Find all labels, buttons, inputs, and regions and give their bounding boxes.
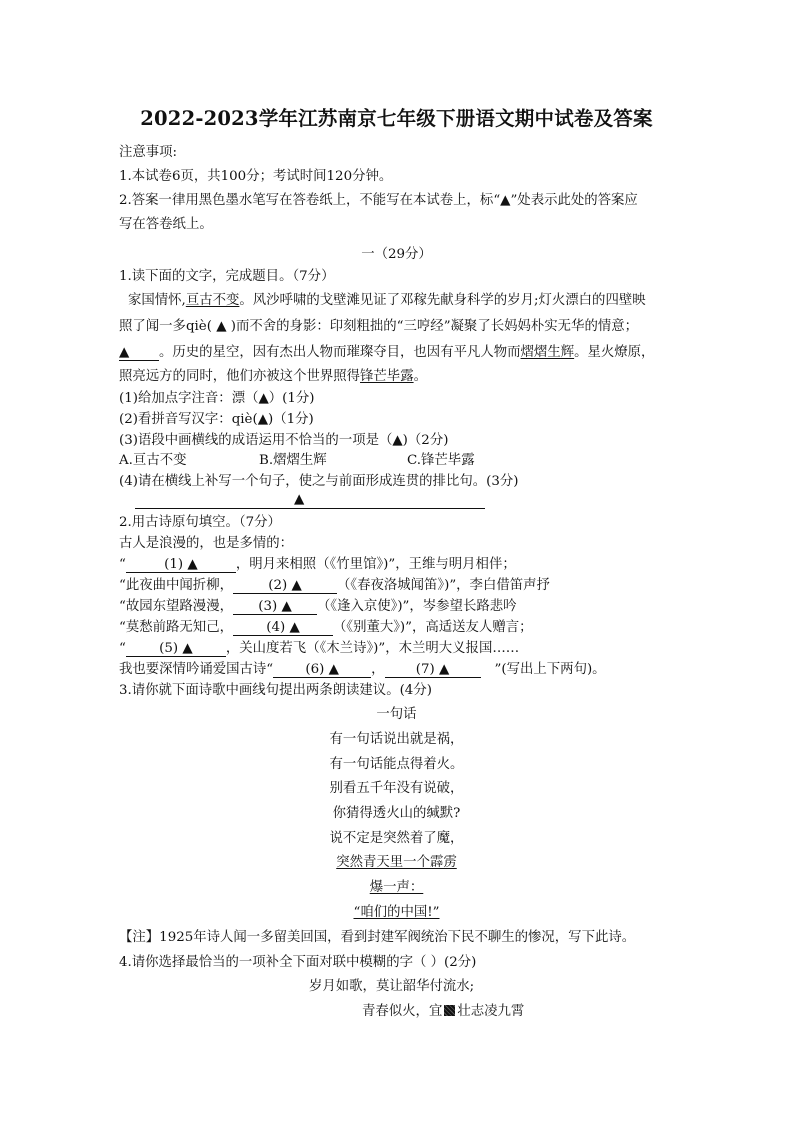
q1-underlined-idiom-3: 锋芒毕露 <box>360 369 414 384</box>
q2-line-3 <box>119 598 517 616</box>
blurred-character-icon <box>444 1005 455 1016</box>
q2-text: ”(写出上下两句)。 <box>494 662 606 677</box>
q1-text: 家国情怀, <box>128 293 186 308</box>
poem-title: 一句话 <box>376 707 417 722</box>
q1-paragraph-line-3 <box>119 344 654 362</box>
q1-underlined-idiom-2: 熠熠生辉 <box>520 345 575 360</box>
option-c: C.锋芒毕露 <box>407 453 475 468</box>
couplet-text: 壮志凌九霄 <box>457 1004 525 1019</box>
option-a: A.亘古不变 <box>119 453 187 468</box>
q2-text: “此夜曲中闻折柳， <box>119 578 233 593</box>
poem-underlined-line <box>0 854 793 872</box>
q1-stem: 1.读下面的文字，完成题目。（7分） <box>119 269 335 284</box>
poem-underlined-line <box>0 879 793 897</box>
poem-line: 有一句话能点得着火。 <box>329 757 464 772</box>
q2-blank-2: (2) ▲ <box>233 578 337 594</box>
section-heading: 一（29分） <box>361 247 432 262</box>
q2-text: “故园东望路漫漫， <box>119 599 233 614</box>
notice-heading: 注意事项: <box>119 145 178 160</box>
q1-paragraph-line-1 <box>128 292 646 310</box>
q1-sub-1: (1)给加点字注音：漂（▲）(1分) <box>119 391 315 406</box>
poem-line: 别看五千年没有说破， <box>329 781 464 796</box>
q2-text: （《春夜洛城闻笛》)”，李白借笛声抒 <box>336 578 550 593</box>
notice-item-2b: 写在答卷纸上。 <box>119 217 213 232</box>
q3-stem: 3.请你就下面诗歌中画线句提出两条朗读建议。(4分) <box>119 683 432 698</box>
q2-blank-3: (3) ▲ <box>233 599 317 615</box>
poem-line: 说不定是突然着了魔， <box>329 831 464 846</box>
q2-text: 我也要深情吟诵爱国古诗“ <box>119 662 274 677</box>
document-title: 2022-2023学年江苏南京七年级下册语文期中试卷及答案 <box>140 107 653 130</box>
q2-blank-4: (4) ▲ <box>233 620 333 636</box>
answer-line <box>135 508 485 509</box>
q2-blank-5: (5) ▲ <box>126 641 226 657</box>
q2-stem: 2.用古诗原句填空。（7分） <box>119 515 281 530</box>
q1-text: 。 <box>413 369 427 384</box>
notice-item-2a: 2.答案一律用黑色墨水笔写在答卷纸上，不能写在本试卷上，标“▲”处表示此处的答案应 <box>119 193 638 208</box>
underlined-text: 爆一声： <box>369 880 424 895</box>
q2-blank-7: (7) ▲ <box>385 662 481 678</box>
q1-sub-2: (2)看拼音写汉字：qiè(▲)（1分) <box>119 412 314 427</box>
option-b: B.熠熠生辉 <box>259 453 327 468</box>
q1-text: 。星火燎原， <box>574 345 655 360</box>
q1-fill-blank: ▲ <box>119 345 159 361</box>
q2-text: ，关山度若飞（《木兰诗》)”，木兰明大义报国…… <box>225 641 520 656</box>
poem-line: 有一句话说出就是祸， <box>329 732 464 747</box>
q2-text: ， <box>371 662 385 677</box>
notice-item-1: 1.本试卷6页，共100分；考试时间120分钟。 <box>119 169 393 184</box>
q1-text: 。风沙呼啸的戈壁滩见证了邓稼先献身科学的岁月;灯火漂白的四壁映 <box>239 293 646 308</box>
q2-line-5: “ (5) ▲ ，关山度若飞（《木兰诗》)”，木兰明大义报国…… <box>119 641 520 656</box>
q2-line-4 <box>119 619 533 637</box>
poem-line: 你猜得透火山的缄默? <box>332 806 461 821</box>
q1-answer-mark: ▲ <box>294 492 305 507</box>
q2-blank-6: (6) ▲ <box>273 662 371 678</box>
couplet-text: 青春似火，宜 <box>362 1004 443 1019</box>
q1-paragraph-line-2: 照了闻一多qiè( ▲ )而不舍的身影：印刻粗拙的“三哼经”凝聚了长妈妈朴实无华的情意； <box>119 319 639 334</box>
q2-line-1: “ (1) ▲ ，明月来相照（《竹里馆》)”，王维与明月相伴； <box>119 557 516 572</box>
underlined-text: “咱们的中国!” <box>353 905 440 920</box>
q2-intro: 古人是浪漫的，也是多情的： <box>119 536 294 551</box>
q2-text: “莫愁前路无知己， <box>119 620 233 635</box>
q2-text: （《别董大》)”，高适送友人赠言； <box>332 620 533 635</box>
couplet-line-2 <box>362 1003 524 1021</box>
q1-paragraph-line-4 <box>119 368 427 386</box>
q1-underlined-idiom-1: 亘古不变 <box>185 293 240 308</box>
q2-blank-1: (1) ▲ <box>126 557 236 573</box>
q1-text: 。历史的星空，因有杰出人物而璀璨夺目，也因有平凡人物而 <box>159 345 521 360</box>
q1-text: 照亮远方的同时，他们亦被这个世界照得 <box>119 369 361 384</box>
poem-underlined-line <box>0 904 793 922</box>
q1-sub-3: (3)语段中画横线的成语运用不恰当的一项是（▲)（2分) <box>119 433 449 448</box>
q2-text: ，明月来相照（《竹里馆》)”，王维与明月相伴； <box>235 557 516 572</box>
q1-sub-4: (4)请在横线上补写一个句子，使之与前面形成连贯的排比句。(3分) <box>119 474 519 489</box>
couplet-line-1: 岁月如歌，莫让韶华付流水; <box>309 979 475 994</box>
q1-options <box>119 452 475 470</box>
q2-line-6 <box>119 661 606 679</box>
q3-note: 【注】1925年诗人闻一多留美回国，看到封建军阀统治下民不聊生的惨况，写下此诗。 <box>119 930 636 945</box>
underlined-text: 突然青天里一个霹雳 <box>336 855 457 870</box>
q4-stem: 4.请你选择最恰当的一项补全下面对联中模糊的字（ ）(2分) <box>119 955 477 970</box>
q2-line-2 <box>119 577 550 595</box>
q2-text: （《逢入京使》)”，岑参望长路悲吟 <box>316 599 517 614</box>
